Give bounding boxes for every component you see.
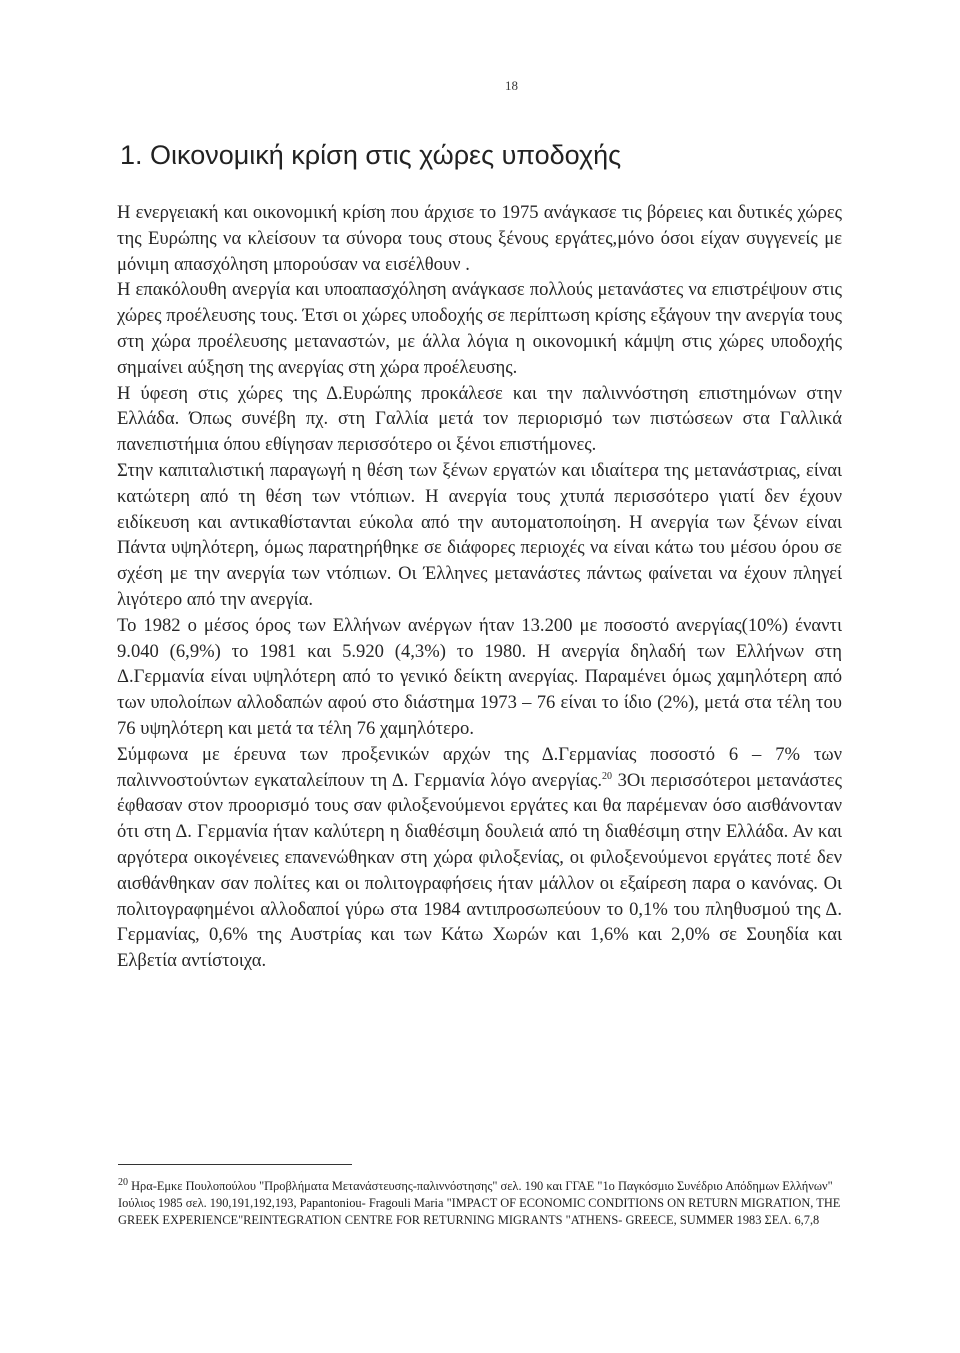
paragraph-3: Η ύφεση στις χώρες της Δ.Ευρώπης προκάλεσε και την παλιννόστηση επιστημόνων στην Ελλάδα. Όπως συνέβη πχ. στη Γαλλία μετά τον περιορισμό των πιστώσεων στα Γαλλικά πανεπιστήμια όπου εθίγησαν περισσότερο οι ξένοι επιστήμονες. xyxy=(117,382,842,456)
paragraph-1: Η ενεργειακή και οικονομική κρίση που άρχισε το 1975 ανάγκασε τις βόρειες και δυτικές χώρες της Ευρώπης να κλείσουν τα σύνορα τους στους ξένους εργάτες,μόνο όσοι είχαν συγγενείς με μόνιμη απασχόληση μπορούσαν να εισέλθουν . xyxy=(117,202,842,275)
paragraph-4: Στην καπιταλιστική παραγωγή η θέση των ξένων εργατών και ιδιαίτερα της μετανάστριας, είναι κατώτερη από τη θέση των ντόπιων. Η ανεργία τους χτυπά περισσότερο γιατί δεν έχουν ειδίκευση και αντικαθίστανται εύκολα από την αυτοματοποίηση. Η ανεργία των ξένων είναι Πάντα υψηλότερη, όμως παρατηρήθηκε σε διάφορες περιοχές να είναι κάτω του μέσου όρου σε σχέση με την ανεργία των ντόπιων. Οι Έλληνες μετανάστες πάντως φαίνεται να έχουν πληγεί λιγότερο από την ανεργία. xyxy=(117,459,842,610)
section-heading: 1. Οικονομική κρίση στις χώρες υποδοχής xyxy=(120,140,622,170)
paragraph-5: Το 1982 ο μέσος όρος των Ελλήνων ανέργων ήταν 13.200 με ποσοστό ανεργίας(10%) έναντι 9.040 (6,9%) το 1981 και 5.920 (4,3%) το 1980. Η ανεργία δηλαδή των Ελλήνων στη Δ.Γερμανία είναι υψηλότερη από το γενικό δείκτη ανεργίας. Παραμένει όμως χαμηλότερη από των υπολοίπων αλλοδαπών αφού στο διάστημα 1973 – 76 είναι το ίδιο (2%), μετά στα τέλη του 76 υψηλότερη και μετά τα τέλη 76 χαμηλότερο. xyxy=(117,614,842,739)
footnote-marker: 20 xyxy=(118,1176,128,1188)
footnote xyxy=(118,1178,846,1228)
page-number: 18 xyxy=(505,78,518,93)
footnote-divider xyxy=(118,1164,352,1165)
footnote-text: Ηρα-Εμκε Πουλοπούλου "Προβλήματα Μετανάστευσης-παλιννόστησης" σελ. 190 και ΓΓΑΕ "1ο Παγκόσμιο Συνέδριο Απόδημων Ελλήνων" Ιούλιος 1985 σελ. 190,191,192,193, Papantoniou- Fragouli Maria "IMPACT OF ECONOMIC CONDITIONS ON RETURN MIGRATION, THE GREEK EXPERIENCE"REINTEGRATION CENTRE FOR RETURNING MIGRANTS "ATHENS- GREECE, SUMMER 1983 ΣΕΛ. 6,7,8 xyxy=(118,1179,841,1227)
paragraph-6-before: Σύμφωνα με έρευνα των προξενικών αρχών της Δ.Γερμανίας ποσοστό 6 – 7% των παλιννοστούντων εγκαταλείπουν τη Δ. Γερμανία λόγο ανεργίας. xyxy=(117,743,842,791)
footnote-reference[interactable]: 20 xyxy=(601,770,612,782)
paragraph-6-after: 3Οι περισσότεροι μετανάστες έφθασαν στον προορισμό τους σαν φιλοξενούμενοι εργάτες και θα παρέμεναν όσο αισθάνονταν ότι στη Δ. Γερμανία ήταν καλύτερη η διαθέσιμη δουλειά από τη διαθέσιμη στην Ελλάδα. Αν και αργότερα οικογένειες επανενώθηκαν στη χώρα φιλοξενίας, οι φιλοξενούμενοι εργάτες ποτέ δεν αισθάνθηκαν σαν πολίτες και οι πολιτογραφήσεις ήταν μάλλον οι εξαίρεση παρα ο κανόνας. Οι πολιτογραφημένοι αλλοδαποί γύρω στα 1984 αντιπροσωπεύουν το 0,1% του πληθυσμού της Δ. Γερμανίας, 0,6% της Αυστρίας και των Κάτω Χωρών και 1,6% και 2,0% σε Σουηδία και Ελβετία αντίστοιχα. xyxy=(117,769,842,972)
paragraph-2: Η επακόλουθη ανεργία και υποαπασχόληση ανάγκασε πολλούς μετανάστες να επιστρέψουν στις χώρες προέλευσης τους. Έτσι οι χώρες υποδοχής σε περίπτωση κρίσης εξάγουν την ανεργία τους στη χώρα προέλευσης μεταναστών, με άλλα λόγια η οικονομική κάμψη στις χώρες υποδοχής σημαίνει αύξηση της ανεργίας στη χώρα προέλευσης. xyxy=(117,279,842,378)
body-text xyxy=(117,200,842,974)
paragraph-6 xyxy=(117,742,842,974)
